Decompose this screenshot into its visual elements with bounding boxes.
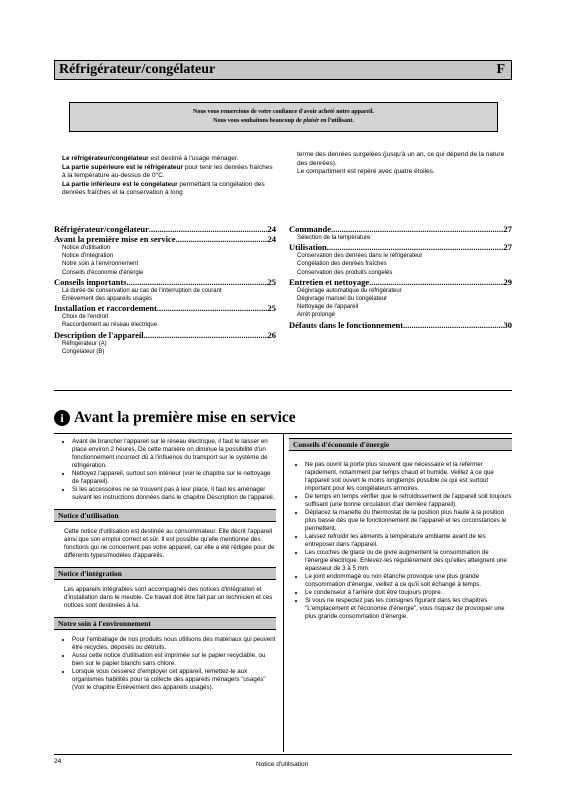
toc-entry-page: 24 bbox=[267, 234, 276, 244]
toc-right bbox=[289, 224, 512, 330]
toc-entry-page: 30 bbox=[503, 319, 512, 330]
footer-rule bbox=[54, 754, 512, 755]
toc-entry bbox=[289, 277, 512, 287]
list-item: • De temps en temps vérifier que le refroidissement de l'appareil soit toujours suffisant (une bonne circulation d'air derrière l'appareil). bbox=[305, 493, 512, 509]
toc-entry bbox=[54, 224, 276, 234]
list-item: • Nettoyez l'appareil, surtout son intérieur (voir le chapitre sur le nettoyage de l'appareil). bbox=[72, 470, 276, 486]
footer-title: Notice d'utilisation bbox=[256, 761, 309, 768]
toc-entry bbox=[289, 242, 512, 252]
toc-subentry: Notre soin à l'environnement bbox=[62, 261, 139, 268]
toc-dot-leader bbox=[403, 320, 503, 330]
toc-dot-leader bbox=[127, 277, 268, 287]
toc-entry bbox=[54, 234, 276, 244]
toc-entry-page: 26 bbox=[267, 329, 276, 340]
toc-subentry: Notice d'intégration bbox=[62, 253, 114, 260]
list-item: • Avant de brancher l'appareil sur le réseau électrique, il faut le laisser en place environ 2 heures. De cette manière on diminue la possibilité d'un fonctionnement incorrect dû à l'influence du transport sur le système de réfrigération. bbox=[72, 438, 276, 470]
thanks-line-2: Nous vous souhaitons beaucoup de plaisir en l'utilisant. bbox=[213, 118, 354, 124]
subsection-title: Notice d'utilisation bbox=[54, 509, 276, 522]
paragraph: Les appareils intégrables sont accompagnés des notices d'intégration et d'installation dans le meuble. Ce travail doit être fait par un technicien et ces notices sont destinées à lui. bbox=[64, 586, 273, 609]
toc-entry-title: Description de l'appareil bbox=[54, 329, 144, 340]
list-item: • Le condenseur à l'arrière doit être toujours propre. bbox=[305, 589, 512, 597]
toc-entry bbox=[54, 330, 276, 340]
toc-dot-leader bbox=[144, 330, 268, 340]
toc-dot-leader bbox=[331, 224, 503, 234]
page-title: Réfrigérateur/congélateur bbox=[59, 62, 216, 77]
toc-entry-page: 24 bbox=[267, 224, 276, 234]
toc-entry bbox=[54, 277, 276, 287]
intro-paragraph: La partie inférieure est le congélateur permettant la congélation des denrées fraîches et la conservation à long bbox=[62, 180, 265, 197]
toc-dot-leader bbox=[327, 242, 504, 252]
toc-dot-leader bbox=[149, 224, 268, 234]
toc-subentry: Choix de l'endroit bbox=[62, 314, 109, 321]
list-item: • Lorsque vous cesserez d'employer cet appareil, remettez-le aux organismes habilités pour la collecte des appareils ménagers "usagés" (Voir le chapitre Enlèvement des appareils usagés). bbox=[72, 668, 276, 692]
list-item: • Ne pas ouvrir la porte plus souvent que nécessaire et la refermer rapidement, notamment par temps chaud et humide. Veillez à ce que l'appareil soit ouvert le moins longtemps possible ce qui est surtout important pour les congélateurs armoires. bbox=[305, 461, 512, 493]
toc-subentry: Réfrigérateur (A) bbox=[62, 340, 107, 347]
list-item: • Le joint endommagé ou non étanche provoque une plus grande consommation d'énergie, veillez à ce qu'il soit échangé à temps. bbox=[305, 573, 512, 589]
bullet-list bbox=[54, 438, 276, 502]
left-column bbox=[54, 438, 276, 692]
subsection-title: Notice d'intégration bbox=[54, 567, 276, 580]
paragraph: Cette notice d'utilisation est destinée au consommateur. Elle décrit l'appareil ainsi que son emploi correct et sûr. Il est possible qu'elle mentionne des fonctions qui ne concernent pas votre appareil, car elle a été rédigée pour de différents types/modèles d'appareils. bbox=[64, 528, 275, 559]
list-item: • Aussi cette notice d'utilisation est imprimée sur le papier recyclable, ou bien sur le papier blanchi sans chlore. bbox=[72, 652, 276, 668]
bullet-list bbox=[289, 461, 512, 621]
intro-paragraph: terme des denrées surgelées (jusqu'à un an, ce qui dépend de la nature des denrées). bbox=[297, 151, 505, 167]
divider bbox=[54, 390, 512, 391]
toc-dot-leader bbox=[157, 303, 268, 313]
toc-entry bbox=[54, 303, 276, 313]
toc-entry-page: 27 bbox=[503, 242, 512, 253]
toc-subentry: Raccordement au réseau électrique bbox=[62, 322, 158, 329]
toc-subentry: Congélation des denrées fraîches bbox=[297, 261, 387, 268]
toc-entry-page: 27 bbox=[503, 224, 512, 234]
bullet-list bbox=[54, 636, 276, 692]
list-item: • Si vous ne respectez pas les consignes figurant dans les chapitres "L'emplacement et l'économie d'énergie", vous risquez de provoquer une plus grande consommation d'énergie. bbox=[305, 597, 512, 621]
toc-entry bbox=[289, 320, 512, 330]
toc-dot-leader bbox=[369, 277, 503, 287]
toc-subentry: Nettoyage de l'appareil bbox=[297, 304, 359, 311]
toc-dot-leader bbox=[176, 234, 268, 244]
toc-entry-title: Utilisation bbox=[289, 242, 327, 253]
header-bar bbox=[54, 60, 512, 80]
toc-entry-title: Installation et raccordement bbox=[54, 303, 157, 314]
thanks-line-1: Nous vous remercions de votre confiance d'avoir acheté notre appareil. bbox=[193, 109, 374, 115]
toc-entry-title: Défauts dans le fonctionnement bbox=[289, 319, 404, 330]
intro-paragraph: Le réfrigérateur/congélateur est destiné à l'usage ménager. bbox=[62, 155, 239, 162]
toc-entry-title: Avant la première mise en service bbox=[54, 234, 176, 244]
toc-entry-page: 25 bbox=[267, 303, 276, 314]
toc-subentry: Congélateur (B) bbox=[62, 348, 105, 355]
toc-subentry: Arrêt prolongé bbox=[297, 312, 336, 319]
right-column bbox=[289, 432, 512, 621]
list-item: • Déplacez la manette du thermostat de la position plus haute à la position plus basse dès que le fonctionnement de l'appareil et les circonstances le permettent. bbox=[305, 509, 512, 533]
intro-right bbox=[297, 151, 509, 177]
page-number: 24 bbox=[54, 758, 62, 765]
toc-left bbox=[54, 224, 276, 356]
subsection-title: Conseils d'économie d'énergie bbox=[289, 438, 512, 451]
list-item: • Laissez refroidir les aliments à température ambiante avant de les entreposer dans l'appareil. bbox=[305, 533, 512, 549]
toc-subentry: La durée de conservation au cas de l'interruption de courant bbox=[62, 287, 222, 294]
intro-paragraph: Le compartiment est repéré avec quatre étoiles. bbox=[297, 168, 435, 176]
toc-subentry: Conservation des denrées dans le réfrigérateur bbox=[297, 253, 423, 260]
thanks-box bbox=[69, 102, 498, 132]
toc-entry-title: Conseils importants bbox=[54, 276, 127, 287]
toc-subentry: Sélection de la température bbox=[297, 235, 371, 241]
section-heading bbox=[54, 409, 296, 427]
column-divider bbox=[283, 434, 284, 752]
toc-subentry: Conservation des produits congelés bbox=[297, 269, 393, 276]
intro-paragraph: La partie supérieure est le réfrigérateur pour tenir les denrées fraîches à la température au-dessus de 0°C. bbox=[62, 163, 273, 180]
toc-entry-title: Commande bbox=[289, 224, 332, 234]
section-title: Avant la première mise en service bbox=[74, 409, 296, 426]
list-item: • Les couches de glace ou de givre augmentent la consommation de l'énergie électrique. Enlevez-les régulièrement dès qu'elles atteignent une épaisseur de 3 à 5 mm. bbox=[305, 549, 512, 573]
toc-subentry: Conseils d'économie d'énergie bbox=[62, 269, 144, 276]
info-icon: i bbox=[54, 410, 70, 426]
toc-subentry: Enlèvement des appareils usagés bbox=[62, 296, 153, 303]
toc-entry-title: Réfrigérateur/congélateur bbox=[54, 224, 149, 234]
language-marker: F bbox=[496, 62, 505, 77]
list-item: • Pour l'emballage de nos produits nous utilisons des matériaux qui peuvent être recyclés, déposés ou détruits. bbox=[72, 636, 276, 652]
subsection-title: Notre soin à l'environnement bbox=[54, 617, 276, 630]
toc-subentry: Dégivrage manuel du congélateur bbox=[297, 296, 388, 303]
toc-entry-title: Entretien et nettoyage bbox=[289, 276, 370, 287]
toc-subentry: Dégivrage automatique du réfrigérateur bbox=[297, 287, 402, 294]
toc-entry-page: 25 bbox=[267, 276, 276, 287]
toc-subentry: Notice d'utilisation bbox=[62, 245, 111, 251]
toc-entry bbox=[289, 224, 512, 234]
list-item: • Si les accessoires ne se trouvent pas à leur place, il faut les aménager suivant les instructions données dans le chapitre Description de l'appareil. bbox=[72, 486, 276, 502]
toc-entry-page: 29 bbox=[503, 276, 512, 287]
intro-left bbox=[62, 155, 274, 198]
